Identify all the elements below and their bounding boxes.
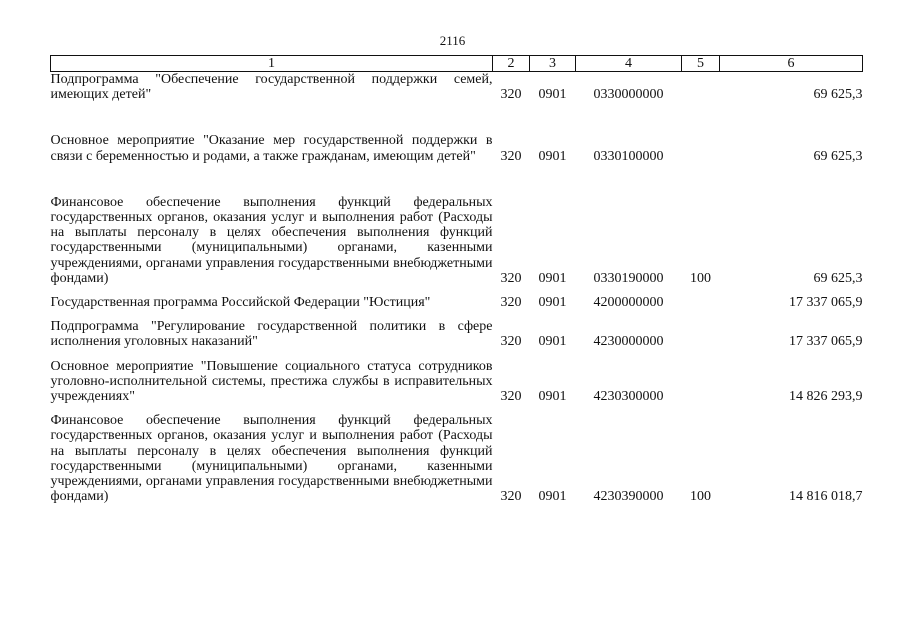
table-row <box>51 133 863 163</box>
column-header-2: 2 <box>493 56 530 72</box>
row-section-code: 0901 <box>538 334 567 350</box>
row-section-code: 0901 <box>538 389 567 405</box>
row-section-code: 0901 <box>538 489 567 505</box>
row-target-code: 4230390000 <box>593 489 664 505</box>
row-amount: 17 337 065,9 <box>789 295 863 311</box>
table-row <box>51 319 863 349</box>
row-amount: 69 625,3 <box>813 148 863 164</box>
row-target-code: 4200000000 <box>593 295 664 311</box>
column-header-5: 5 <box>682 56 720 72</box>
row-amount: 14 826 293,9 <box>789 389 863 405</box>
row-section-code: 0901 <box>538 87 567 103</box>
row-ministry-code: 320 <box>500 270 522 286</box>
row-amount: 69 625,3 <box>813 87 863 103</box>
budget-table <box>50 55 863 504</box>
row-name: Подпрограмма "Обеспечение государственной поддержки семей, имеющих детей" <box>50 72 493 103</box>
row-section-code: 0901 <box>538 295 567 311</box>
row-expense-type: 100 <box>690 270 711 286</box>
column-header-1: 1 <box>51 56 493 72</box>
row-expense-type <box>682 295 720 310</box>
row-expense-type <box>682 359 720 405</box>
table-row <box>51 72 863 103</box>
row-expense-type <box>682 72 720 103</box>
table-header-row <box>51 56 863 72</box>
row-amount: 14 816 018,7 <box>789 489 863 505</box>
table-row <box>51 359 863 405</box>
row-name: Основное мероприятие "Повышение социального статуса сотрудников уголовно-исполнительной системы, престижа службы в исправительных учреждениях" <box>50 358 493 405</box>
row-ministry-code: 320 <box>500 334 522 350</box>
row-name: Подпрограмма "Регулирование государственной политики в сфере исполнения уголовных наказаний" <box>50 319 493 350</box>
row-ministry-code: 320 <box>500 148 522 164</box>
table-row <box>51 295 863 310</box>
row-name: Основное мероприятие "Оказание мер государственной поддержки в связи с беременностью и родами, а также гражданам, имеющим детей" <box>50 133 493 164</box>
row-name: Государственная программа Российской Федерации "Юстиция" <box>50 295 431 311</box>
row-target-code: 4230000000 <box>593 334 664 350</box>
column-header-3: 3 <box>530 56 576 72</box>
row-expense-type <box>682 319 720 349</box>
row-target-code: 0330100000 <box>593 148 664 164</box>
row-ministry-code: 320 <box>500 389 522 405</box>
row-ministry-code: 320 <box>500 87 522 103</box>
column-header-6: 6 <box>720 56 863 72</box>
page-number: 2116 <box>439 33 466 48</box>
row-amount: 69 625,3 <box>813 270 863 286</box>
column-header-4: 4 <box>576 56 682 72</box>
row-name: Финансовое обеспечение выполнения функций федеральных государственных органов, оказания услуг и выполнения работ (Расходы на выплаты персоналу в целях обеспечения выполнения функций государственными (муниципальными) органами, казенными учреждениями, органами управления государственными внебюджетными фондами) <box>50 413 493 505</box>
row-ministry-code: 320 <box>500 489 522 505</box>
row-target-code: 0330000000 <box>593 87 664 103</box>
row-section-code: 0901 <box>538 270 567 286</box>
row-expense-type: 100 <box>690 489 711 505</box>
row-amount: 17 337 065,9 <box>789 334 863 350</box>
row-ministry-code: 320 <box>500 295 522 311</box>
row-target-code: 4230300000 <box>593 389 664 405</box>
row-name: Финансовое обеспечение выполнения функций федеральных государственных органов, оказания услуг и выполнения работ (Расходы на выплаты персоналу в целях обеспечения выполнения функций государственными (муниципальными) органами, казенными учреждениями, органами управления государственными внебюджетными фондами) <box>50 194 493 286</box>
row-target-code: 0330190000 <box>593 270 664 286</box>
row-expense-type <box>682 133 720 163</box>
table-row <box>51 413 863 504</box>
row-section-code: 0901 <box>538 148 567 164</box>
table-row <box>51 195 863 286</box>
